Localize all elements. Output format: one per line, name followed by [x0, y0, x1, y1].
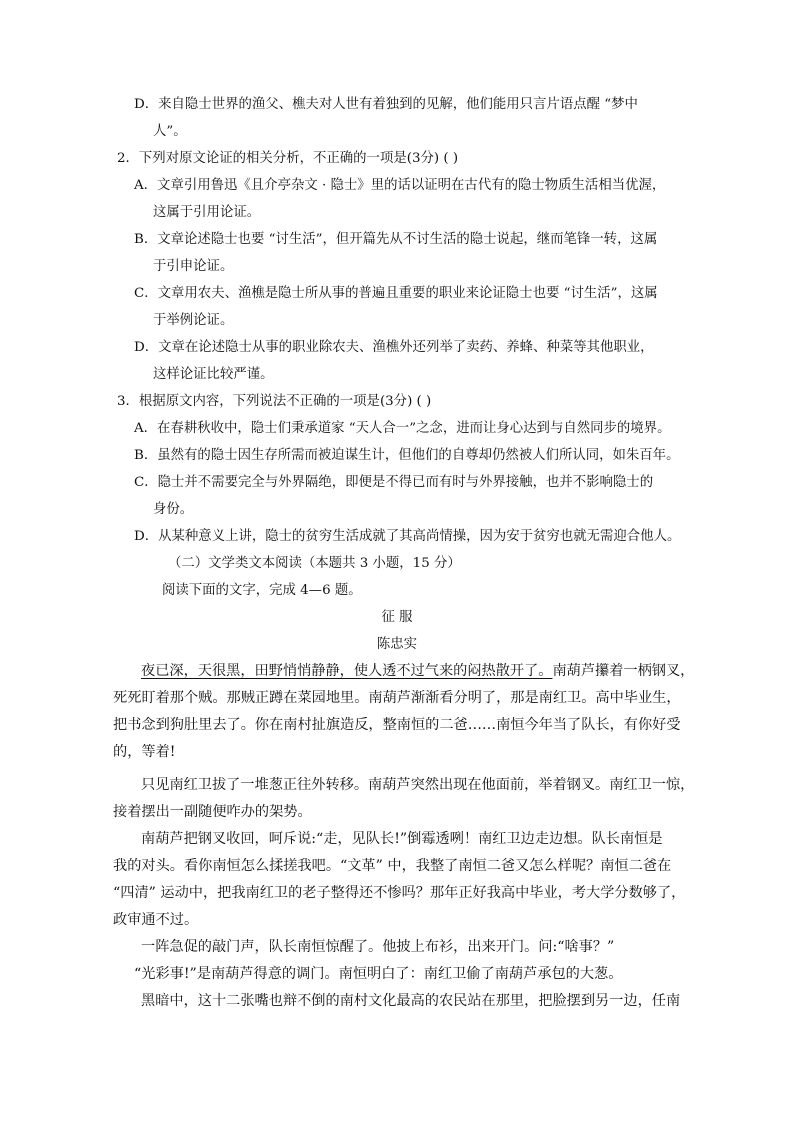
story-paragraph-6-line1: 黑暗中，这十二张嘴也辩不倒的南村文化最高的农民站在那里，把脸摆到另一边，任南 — [141, 993, 681, 1009]
q3-option-d: D．从某种意义上讲，隐士的贫穷生活成就了其高尚情操，因为安于贫穷也就无需迎合他人。 — [134, 529, 681, 544]
q2-option-b-line1: B．文章论述隐士也要 “讨生活”，但开篇先从不讨生活的隐士说起，继而笔锋一转，这属 — [134, 232, 658, 247]
story-paragraph-4: 一阵急促的敲门声，队长南恒惊醒了。他披上布衫，出来开门。问:“啥事？” — [141, 939, 615, 955]
q3-option-c-line2: 身份。 — [153, 502, 194, 517]
q2-option-c-line2: 于举例论证。 — [153, 313, 234, 328]
q3-option-c-line1: C．隐士并不需要完全与外界隔绝，即便是不得已而有时与外界接触，也并不影响隐士的 — [134, 475, 654, 490]
q2-option-d-line2: 这样论证比较严谨。 — [153, 367, 274, 382]
q2-option-a-line2: 这属于引用论证。 — [153, 205, 261, 220]
story-author: 陈忠实 — [376, 637, 418, 652]
story-title: 征 服 — [381, 610, 413, 625]
underlined-sentence: 夜已深，天很黑，田野悄悄静静，使人透不过气来的闷热散开了。 — [141, 663, 553, 679]
q1-option-d-line1: D．来自隐士世界的渔父、樵夫对人世有着独到的见解，他们能用只言片语点醒 “梦中 — [134, 97, 638, 112]
q3-option-a: A．在春耕秋收中，隐士们秉承道家 “天人合一”之念，进而让身心达到与自然同步的境界。 — [134, 421, 671, 436]
question-2-stem: 2．下列对原文论证的相关分析，不正确的一项是(3分) ( ) — [117, 151, 459, 166]
question-3-stem: 3．根据原文内容，下列说法不正确的一项是(3分) ( ) — [117, 394, 432, 409]
story-paragraph-5: “光彩事!”是南葫芦得意的调门。南恒明白了：南红卫偷了南葫芦承包的大葱。 — [134, 966, 623, 982]
q3-option-b: B．虽然有的隐士因生存所需而被迫谋生计，但他们的自尊却仍然被人们所认同，如朱百年。 — [134, 448, 680, 463]
q2-option-d-line1: D．文章在论述隐士从事的职业除农夫、渔樵外还列举了卖药、养蜂、种菜等其他职业， — [134, 340, 654, 355]
story-paragraph-3-line1: 南葫芦把钢叉收回，呵斥说:“走，见队长!”倒霉透咧！南红卫边走边想。队长南恒是 — [141, 831, 663, 847]
story-paragraph-1-line1 — [141, 661, 694, 681]
story-paragraph-1-line4: 的，等着! — [113, 744, 176, 760]
q1-option-d-line2: 人”。 — [153, 124, 187, 139]
story-paragraph-3-line3: “四清” 运动中，把我南红卫的老子整得还不惨吗？那年正好我高中毕业，考大学分数够了， — [113, 885, 686, 901]
story-paragraph-3-line4: 政审通不过。 — [113, 912, 199, 928]
q2-option-c-line1: C．文章用农夫、渔樵是隐士所从事的普遍且重要的职业来论证隐士也要 “讨生活”，这属 — [134, 286, 658, 301]
q2-option-b-line2: 于引申论证。 — [153, 259, 234, 274]
paragraph-1-continuation: 南葫芦攥着一柄钢叉， — [552, 663, 695, 679]
story-paragraph-2-line1: 只见南红卫拔了一堆葱正往外转移。南葫芦突然出现在他面前，举着钢叉。南红卫一惊， — [141, 777, 695, 793]
story-paragraph-1-line2: 死死盯着那个贼。那贼正蹲在菜园地里。南葫芦渐渐看分明了，那是南红卫。高中毕业生， — [113, 690, 681, 706]
story-paragraph-3-line2: 我的对头。看你南恒怎么揉搓我吧。“文革” 中，我整了南恒二爸又怎么样呢？南恒二爸在 — [113, 858, 672, 874]
q2-option-a-line1: A．文章引用鲁迅《且介亭杂文 · 隐士》里的话以证明在古代有的隐士物质生活相当优渥， — [134, 178, 666, 193]
story-paragraph-1-line3: 把书念到狗肚里去了。你在南村扯旗造反，整南恒的二爸……南恒今年当了队长，有你好受 — [113, 717, 681, 733]
section-heading: （二）文学类文本阅读（本题共 3 小题，15 分） — [168, 556, 461, 571]
reading-instruction: 阅读下面的文字，完成 4—6 题。 — [162, 583, 362, 598]
story-paragraph-2-line2: 接着摆出一副随便咋办的架势。 — [113, 804, 312, 820]
